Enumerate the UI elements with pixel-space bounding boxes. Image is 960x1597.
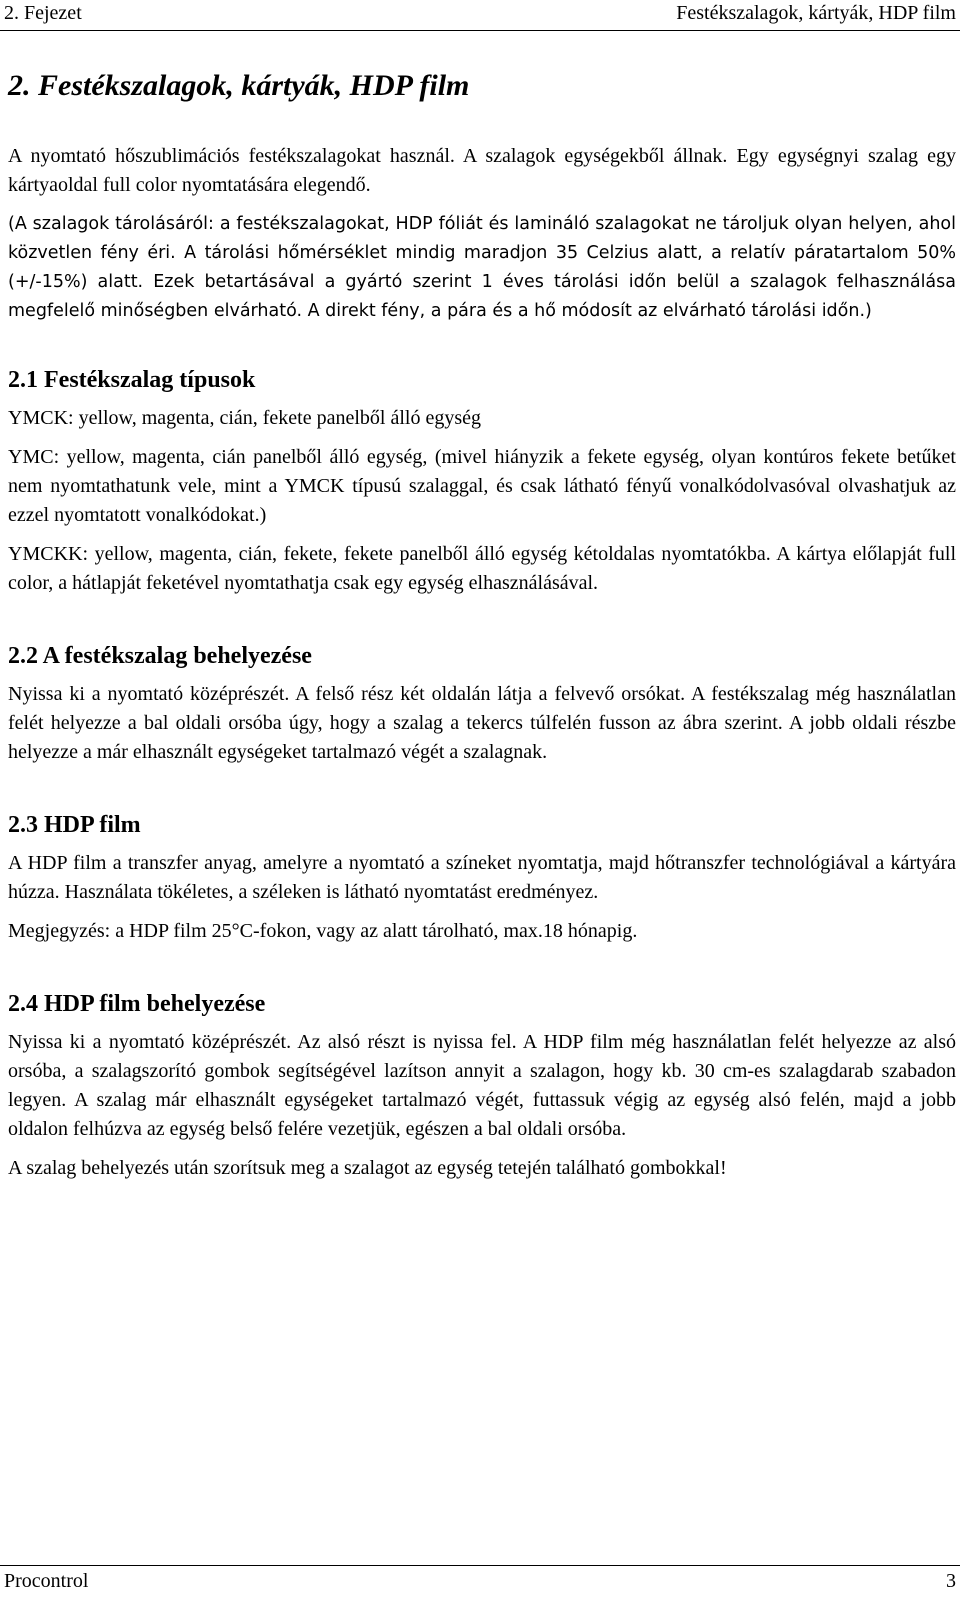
page-header: [0, 0, 960, 32]
hdp-tighten-paragraph: A szalag behelyezés után szorítsuk meg a szalagot az egység tetején található gombokkal!: [8, 1157, 727, 1179]
footer-company: Procontrol: [4, 1570, 89, 1592]
page-footer: [0, 1568, 960, 1597]
section-heading-2-1: 2.1 Festékszalag típusok: [8, 367, 256, 393]
section-heading-2-2: 2.2 A festékszalag behelyezése: [8, 643, 312, 669]
ymc-paragraph: YMC: yellow, magenta, cián panelből álló egység, (mivel hiányzik a fekete egység, olyan kontúros fekete betűket nem nyomtathatunk vele, mint a YMCK típusú szalaggal, és csak látható fényű vonalkódolvasóval olvashatjuk az ezzel nyomtatott vonalkódokat.): [8, 446, 956, 526]
page-number: 3: [946, 1570, 956, 1592]
hdp-film-paragraph: A HDP film a transzfer anyag, amelyre a nyomtató a színeket nyomtatja, majd hőtranszfer technológiával a kártyára húzza. Használata tökéletes, a széleken is látható nyomtatást eredményez.: [8, 852, 956, 903]
hdp-note-paragraph: Megjegyzés: a HDP film 25°C-fokon, vagy az alatt tárolható, max.18 hónapig.: [8, 920, 638, 942]
intro-paragraph: A nyomtató hőszublimációs festékszalagokat használ. A szalagok egységekből állnak. Egy egységnyi szalag egy kártyaoldal full color nyomtatására elegendő.: [8, 145, 956, 196]
page-content: [8, 66, 956, 1193]
storage-note-paragraph: (A szalagok tárolásáról: a festékszalagokat, HDP fóliát és lamináló szalagokat ne tároljuk olyan helyen, ahol közvetlen fény éri. A tárolási hőmérséklet mindig maradjon 35 Celzius alatt, a relatív páratartalom 50% (+/-15%) alatt. Ezek betartásával a gyártó szerint 1 éves tárolási időn belül a szalagok felhasználása megfelelő minőségben elvárható. A direkt fény, a pára és a hő módosít az elvárható tárolási időn.): [8, 214, 956, 321]
header-divider: [0, 30, 960, 31]
hdp-insert-paragraph: Nyissa ki a nyomtató középrészét. Az alsó részt is nyissa fel. A HDP film még használatlan felét helyezze az alsó orsóba, a szalagszorító gombok segítségével lazítson annyit a szalagon, hogy kb. 30 cm-es szalagdarab szabadon legyen. A szalag már elhasznált egységeket tartalmazó végét, futtassuk végig az egység alsó felén, majd a jobb oldalon felhúzva az egység belső felére vezetjük, egészen a bal oldali orsóba.: [8, 1031, 956, 1140]
ribbon-insert-paragraph: Nyissa ki a nyomtató középrészét. A felső rész két oldalán látja a felvevő orsókat. A festékszalag még használatlan felét helyezze a bal oldali orsóba úgy, hogy a szalag a tekercs túlfelén fusson az ábra szerint. A jobb oldali részbe helyezze a már elhasznált egységeket tartalmazó végét a szalagnak.: [8, 683, 956, 763]
header-title: Festékszalagok, kártyák, HDP film: [676, 2, 956, 24]
ymckk-paragraph: YMCKK: yellow, magenta, cián, fekete, fekete panelből álló egység kétoldalas nyomtatókba. A kártya előlapját full color, a hátlapját feketével nyomtathatja csak egy egység elhasználásával.: [8, 543, 956, 594]
section-heading-2-3: 2.3 HDP film: [8, 812, 141, 838]
header-chapter: 2. Fejezet: [4, 2, 82, 24]
chapter-title: 2. Festékszalagok, kártyák, HDP film: [8, 69, 470, 102]
footer-divider: [0, 1565, 960, 1566]
ymck-paragraph: YMCK: yellow, magenta, cián, fekete panelből álló egység: [8, 407, 481, 429]
section-heading-2-4: 2.4 HDP film behelyezése: [8, 991, 266, 1017]
